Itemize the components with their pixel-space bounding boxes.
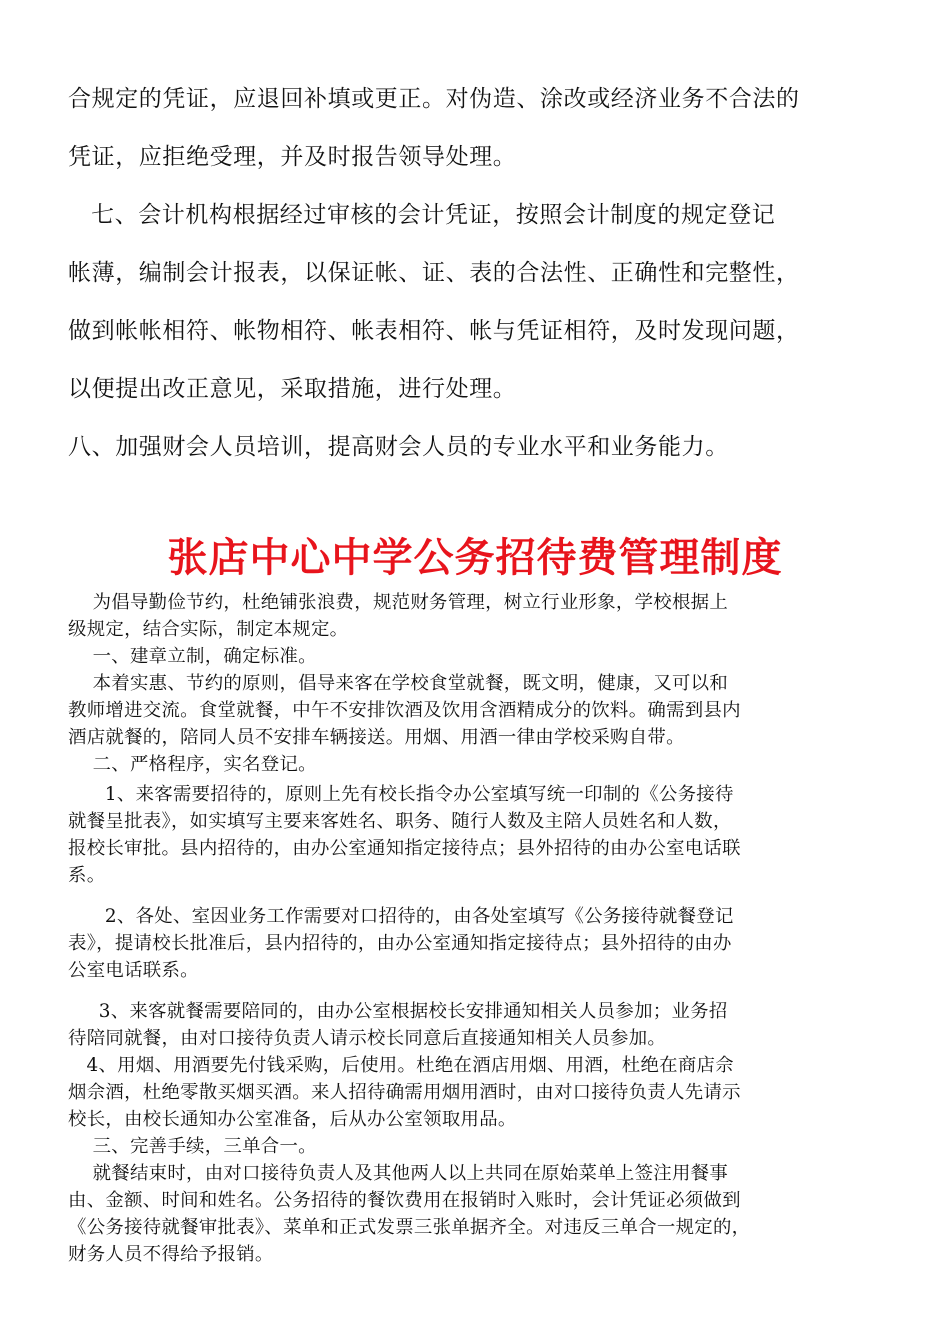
blank-line: [68, 889, 888, 903]
text-line: 做到帐帐相符、帐物相符、帐表相符、帐与凭证相符，及时发现问题，: [68, 318, 800, 344]
text-line: 级规定，结合实际，制定本规定。: [68, 619, 349, 640]
document-title: 张店中心中学公务招待费管理制度: [167, 535, 783, 581]
section-heading: 一、建章立制，确定标准。: [68, 646, 317, 667]
text-line: 为倡导勤俭节约，杜绝铺张浪费，规范财务管理，树立行业形象，学校根据上: [68, 592, 729, 613]
text-line: 就餐结束时，由对口接待负责人及其他两人以上共同在原始菜单上签注用餐事: [68, 1163, 729, 1184]
text-line: 财务人员不得给予报销。: [68, 1244, 274, 1265]
text-line: 3、来客就餐需要陪同的，由办公室根据校长安排通知相关人员参加；业务招: [68, 1001, 728, 1022]
text-line: 烟佘酒，杜绝零散买烟买酒。来人招待确需用烟用酒时，由对口接待负责人先请示: [68, 1082, 741, 1103]
text-line: 八、加强财会人员培训，提高财会人员的专业水平和业务能力。: [68, 434, 729, 460]
text-line: 教师增进交流。食堂就餐，中午不安排饮酒及饮用含酒精成分的饮料。确需到县内: [68, 700, 741, 721]
text-line: 七、会计机构根据经过审核的会计凭证，按照会计制度的规定登记: [91, 202, 776, 228]
text-line: 校长，由校长通知办公室准备，后从办公室领取用品。: [68, 1109, 517, 1130]
reception-expense-regulation: [68, 589, 888, 1268]
text-line: 《公务接待就餐审批表》、菜单和正式发票三张单据齐全。对违反三单合一规定的，: [68, 1217, 751, 1238]
accounting-rules-continuation: [68, 70, 888, 476]
text-line: 2、各处、室因业务工作需要对口招待的，由各处室填写《公务接待就餐登记: [68, 906, 734, 927]
text-line: 表》，提请校长批准后，县内招待的，由办公室通知指定接待点；县外招待的由办: [68, 933, 732, 954]
blank-line: [68, 984, 888, 998]
section-heading: 三、完善手续，三单合一。: [68, 1136, 317, 1157]
text-line: 酒店就餐的，陪同人员不安排车辆接送。用烟、用酒一律由学校采购自带。: [68, 727, 685, 748]
text-line: 1、来客需要招待的，原则上先有校长指令办公室填写统一印制的《公务接待: [68, 784, 734, 805]
text-line: 以便提出改正意见，采取措施，进行处理。: [68, 376, 517, 402]
text-line: 公室电话联系。: [68, 960, 199, 981]
text-line: 待陪同就餐，由对口接待负责人请示校长同意后直接通知相关人员参加。: [68, 1028, 667, 1049]
text-line: 帐薄，编制会计报表，以保证帐、证、表的合法性、正确性和完整性，: [68, 260, 800, 286]
text-line: 凭证，应拒绝受理，并及时报告领导处理。: [68, 144, 517, 170]
text-line: 本着实惠、节约的原则，倡导来客在学校食堂就餐，既文明，健康，又可以和: [68, 673, 729, 694]
text-line: 由、金额、时间和姓名。公务招待的餐饮费用在报销时入账时，会计凭证必须做到: [68, 1190, 741, 1211]
text-line: 系。: [68, 865, 106, 886]
text-line: 报校长审批。县内招待的，由办公室通知指定接待点；县外招待的由办公室电话联: [68, 838, 741, 859]
text-line: 合规定的凭证，应退回补填或更正。对伪造、涂改或经济业务不合法的: [68, 86, 800, 112]
text-line: 就餐呈批表》，如实填写主要来客姓名、职务、随行人数及主陪人员姓名和人数，: [68, 811, 732, 832]
text-line: 4、用烟、用酒要先付钱采购，后使用。杜绝在酒店用烟、用酒，杜绝在商店佘: [68, 1055, 734, 1076]
section-heading: 二、严格程序，实名登记。: [68, 754, 317, 775]
